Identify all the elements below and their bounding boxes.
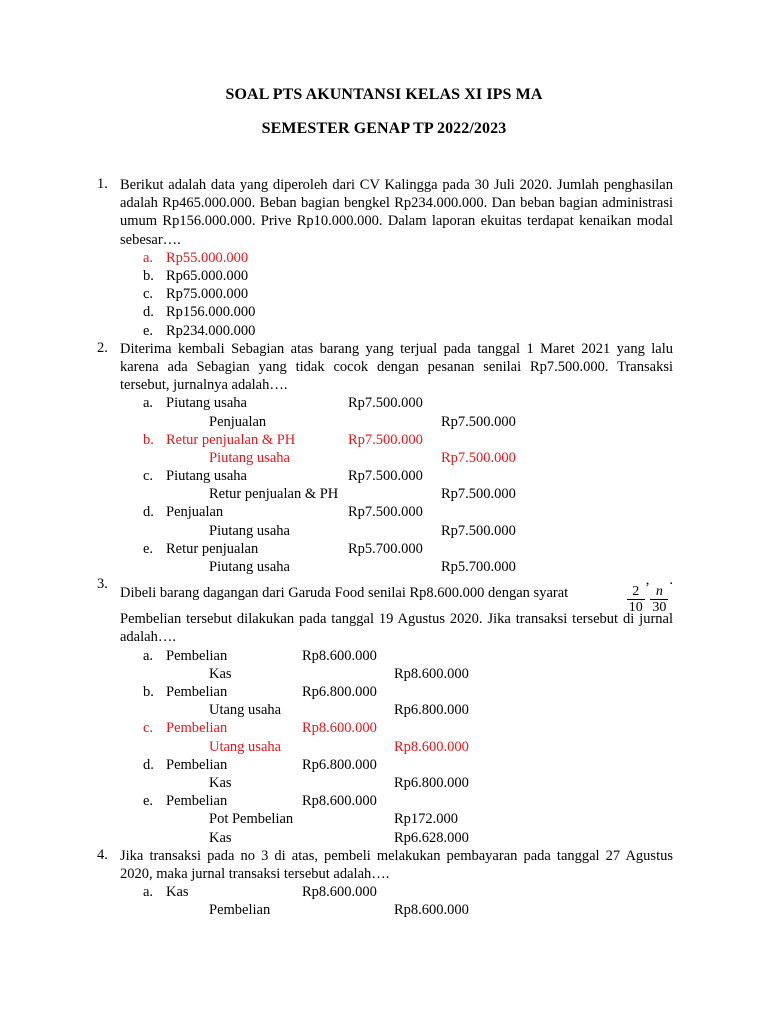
option-letter: b. [143,684,154,701]
fraction-numerator-italic: n [655,583,663,599]
payment-terms [626,572,673,615]
page-title: SOAL PTS AKUNTANSI KELAS XI IPS MA [225,86,543,103]
credit-amount: Rp6.800.000 [394,702,469,719]
debit-account: Retur penjualan & PH [166,431,296,448]
credit-account: Retur penjualan & PH [209,486,339,503]
option-e[interactable] [120,540,673,558]
fraction-numerator [654,584,665,599]
journal-line [120,738,673,756]
question-number: 1. [97,176,108,192]
credit-account: Piutang usaha [209,449,290,466]
debit-account: Penjualan [166,504,224,521]
option-a[interactable] [120,249,673,267]
debit-amount: Rp6.800.000 [302,684,377,701]
credit-amount: Rp172.000 [394,811,459,828]
credit-account: Kas [209,829,232,846]
option-letter: d. [143,304,154,321]
option-letter: a. [143,395,154,412]
question-1 [97,176,673,340]
option-e[interactable] [120,322,673,340]
credit-account: Penjualan [209,413,267,430]
question-4 [97,847,673,920]
option-text: Rp156.000.000 [166,304,256,321]
credit-account: Kas [209,665,232,682]
option-letter: e. [143,793,154,810]
journal-line [120,413,673,431]
journal-line [120,665,673,683]
question-text: Jika transaksi pada no 3 di atas, pembeli melakukan pembayaran pada tanggal 27 Agustus 2020, maka jurnal transaksi tersebut adalah…. [120,847,673,882]
debit-account: Kas [166,884,189,901]
fraction-denominator: 30 [652,599,667,615]
option-b[interactable] [120,267,673,285]
credit-amount: Rp7.500.000 [441,486,516,503]
option-letter: d. [143,756,154,773]
question-text: Berikut adalah data yang diperoleh dari CV Kalingga pada 30 Juli 2020. Jumlah penghasilan adalah Rp465.000.000. Beban bagian bengkel Rp234.000.000. Dan beban bagian administrasi umum Rp156.000.000. Prive Rp10.000.000. Dalam laporan ekuitas terdapat kenaikan modal sebesar…. [120,177,673,248]
option-letter: a. [143,249,154,266]
option-a[interactable] [120,394,673,412]
debit-account: Pembelian [166,647,228,664]
option-a[interactable] [120,647,673,665]
credit-amount: Rp5.700.000 [441,559,516,576]
credit-account: Utang usaha [209,738,282,755]
journal-line [120,901,673,919]
debit-amount: Rp8.600.000 [302,793,377,810]
option-d[interactable] [120,303,673,321]
option-text: Rp75.000.000 [166,286,249,303]
journal-line [120,829,673,847]
debit-account: Piutang usaha [166,468,247,485]
question-text-head: Dibeli barang dagangan dari Garuda Food senilai Rp8.600.000 dengan syarat [120,584,569,601]
page-subtitle: SEMESTER GENAP TP 2022/2023 [261,120,507,137]
debit-amount: Rp6.800.000 [302,756,377,773]
credit-amount: Rp7.500.000 [441,522,516,539]
journal-line [120,701,673,719]
credit-amount: Rp8.600.000 [394,902,469,919]
credit-amount: Rp8.600.000 [394,738,469,755]
question-text: Diterima kembali Sebagian atas barang yang terjual pada tanggal 1 Maret 2021 yang lalu karena ada Sebagian yang tidak cocok dengan pesanan senilai Rp7.500.000. Transaksi tersebut, jurnalnya adalah…. [120,340,673,394]
credit-account: Pot Pembelian [209,811,294,828]
journal-line [120,558,673,576]
debit-account: Pembelian [166,720,228,737]
credit-amount: Rp7.500.000 [441,413,516,430]
credit-amount: Rp6.628.000 [394,829,469,846]
question-list [97,176,673,919]
option-c[interactable] [120,467,673,485]
option-b[interactable] [120,431,673,449]
option-d[interactable] [120,503,673,521]
option-letter: e. [143,322,154,339]
option-a[interactable] [120,883,673,901]
debit-amount: Rp7.500.000 [348,468,423,485]
terms-end: . [669,571,673,588]
option-b[interactable] [120,683,673,701]
credit-account: Pembelian [209,902,271,919]
debit-account: Pembelian [166,684,228,701]
option-d[interactable] [120,756,673,774]
journal-line [120,449,673,467]
question-number: 2. [97,339,108,356]
question-text-line [120,571,673,615]
option-letter: b. [143,431,154,448]
option-e[interactable] [120,792,673,810]
question-number: 3. [97,576,108,593]
journal-line [120,810,673,828]
question-2 [97,340,673,576]
option-letter: d. [143,504,154,521]
debit-amount: Rp8.600.000 [302,720,377,737]
credit-account: Utang usaha [209,702,282,719]
option-text: Rp65.000.000 [166,268,249,284]
journal-line [120,774,673,792]
question-number: 4. [97,846,108,863]
option-text: Rp55.000.000 [166,249,249,266]
debit-amount: Rp8.600.000 [302,647,377,664]
debit-account: Piutang usaha [166,395,247,412]
debit-amount: Rp7.500.000 [348,431,423,448]
question-text-tail: Pembelian tersebut dilakukan pada tanggal 19 Agustus 2020. Jika transaksi tersebut di jurnal adalah…. [120,611,673,646]
fraction-denominator: 10 [628,599,643,615]
option-letter: c. [143,720,154,737]
journal-line [120,485,673,503]
debit-account: Retur penjualan [166,540,259,557]
debit-amount: Rp7.500.000 [348,504,423,521]
terms-separator: , [645,571,650,588]
option-letter: c. [143,286,154,303]
option-letter: c. [143,468,154,485]
credit-account: Piutang usaha [209,559,290,576]
credit-amount: Rp8.600.000 [394,665,469,682]
option-letter: a. [143,884,154,901]
credit-amount: Rp6.800.000 [394,774,469,791]
option-letter: b. [143,268,154,284]
credit-account: Kas [209,774,232,791]
option-c[interactable] [120,719,673,737]
credit-amount: Rp7.500.000 [441,449,516,466]
option-letter: e. [143,540,154,557]
debit-amount: Rp8.600.000 [302,884,377,901]
option-text: Rp234.000.000 [166,322,256,339]
debit-account: Pembelian [166,793,228,810]
option-letter: a. [143,647,154,664]
question-3 [97,571,673,846]
option-c[interactable] [120,285,673,303]
credit-account: Piutang usaha [209,522,290,539]
debit-amount: Rp7.500.000 [348,395,423,412]
journal-line [120,522,673,540]
debit-account: Pembelian [166,756,228,773]
fraction-numerator: 2 [632,583,640,599]
debit-amount: Rp5.700.000 [348,540,423,557]
